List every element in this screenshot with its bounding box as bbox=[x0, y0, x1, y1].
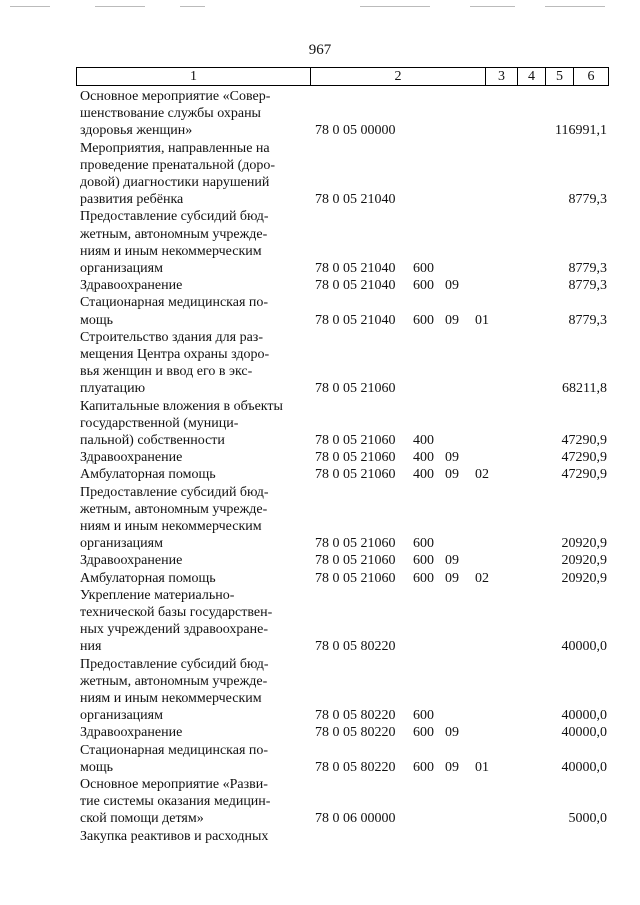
table-row bbox=[0, 656, 640, 725]
table-row bbox=[0, 724, 640, 741]
row-code: 78 0 05 21060 bbox=[315, 570, 396, 586]
row-code: 78 0 05 21060 bbox=[315, 432, 396, 448]
description-line: организациям bbox=[80, 536, 163, 552]
row-amount: 47290,9 bbox=[561, 450, 607, 466]
row-expense-type: 600 bbox=[413, 260, 434, 276]
row-description bbox=[80, 466, 298, 483]
description-line: Укрепление материально- bbox=[80, 587, 235, 603]
header-col-3: 3 bbox=[485, 68, 517, 85]
row-code: 78 0 05 80220 bbox=[315, 639, 396, 655]
description-line: Здравоохранение bbox=[80, 553, 183, 569]
header-col-4: 4 bbox=[517, 68, 545, 85]
row-code: 78 0 05 21060 bbox=[315, 467, 396, 483]
header-col-6: 6 bbox=[573, 68, 608, 85]
row-amount: 20920,9 bbox=[561, 570, 607, 586]
row-amount: 68211,8 bbox=[562, 381, 607, 397]
table-row bbox=[0, 466, 640, 483]
description-line: пальной) собственности bbox=[80, 433, 225, 448]
row-description bbox=[80, 277, 298, 294]
row-expense-type: 600 bbox=[413, 536, 434, 552]
row-description bbox=[80, 776, 298, 828]
row-subsection: 02 bbox=[475, 467, 489, 483]
description-line: Основное мероприятие «Совер- bbox=[80, 89, 271, 104]
description-line: Здравоохранение bbox=[80, 450, 183, 466]
row-description bbox=[80, 656, 298, 725]
description-line: Амбулаторная помощь bbox=[80, 570, 216, 586]
row-expense-type: 600 bbox=[413, 725, 434, 741]
header-col-1: 1 bbox=[190, 69, 197, 84]
description-line: Мероприятия, направленные на bbox=[80, 140, 270, 156]
description-line: плуатацию bbox=[80, 381, 146, 397]
row-section: 09 bbox=[445, 570, 459, 586]
description-line: ных учреждений здравоохране- bbox=[80, 622, 269, 638]
description-line: мощь bbox=[80, 312, 114, 328]
description-line: Капитальные вложения в объекты bbox=[80, 398, 283, 414]
description-line: Амбулаторная помощь bbox=[80, 467, 216, 483]
description-line: Здравоохранение bbox=[80, 278, 183, 294]
table-row bbox=[0, 294, 640, 328]
row-amount: 47290,9 bbox=[561, 467, 607, 483]
description-line: проведение пренатальной (доро- bbox=[80, 157, 276, 173]
row-code: 78 0 05 21060 bbox=[315, 536, 396, 552]
row-expense-type: 600 bbox=[413, 570, 434, 586]
row-description bbox=[80, 88, 298, 140]
row-description bbox=[80, 208, 298, 277]
row-amount: 8779,3 bbox=[568, 312, 607, 328]
row-description bbox=[80, 587, 298, 656]
row-section: 09 bbox=[445, 278, 459, 294]
row-amount: 8779,3 bbox=[568, 278, 607, 294]
description-line: организациям bbox=[80, 261, 163, 276]
table-row bbox=[0, 570, 640, 587]
description-line: Здравоохранение bbox=[80, 725, 183, 741]
row-amount: 5000,0 bbox=[568, 811, 607, 827]
description-line: ниям и иным некоммерческим bbox=[80, 691, 262, 706]
row-amount: 40000,0 bbox=[561, 639, 607, 655]
row-section: 09 bbox=[445, 450, 459, 466]
row-code: 78 0 05 21040 bbox=[315, 278, 396, 294]
table-row bbox=[0, 449, 640, 466]
description-line: Строительство здания для раз- bbox=[80, 329, 263, 345]
row-subsection: 01 bbox=[475, 312, 489, 328]
description-line: жетным, автономным учрежде- bbox=[80, 501, 268, 517]
description-line: Предоставление субсидий бюд- bbox=[80, 484, 269, 500]
row-description bbox=[80, 724, 298, 741]
description-line: государственной (муници- bbox=[80, 415, 239, 431]
description-line: Предоставление субсидий бюд- bbox=[80, 209, 269, 225]
table-row bbox=[0, 329, 640, 398]
row-amount: 40000,0 bbox=[561, 759, 607, 775]
table-row bbox=[0, 776, 640, 828]
row-amount: 40000,0 bbox=[561, 725, 607, 741]
row-description bbox=[80, 484, 298, 553]
description-line: жетным, автономным учрежде- bbox=[80, 673, 268, 689]
page-number: 967 bbox=[308, 42, 332, 58]
row-expense-type: 600 bbox=[413, 553, 434, 569]
row-description bbox=[80, 828, 298, 845]
scan-artifact-top bbox=[0, 6, 640, 10]
description-line: Стационарная медицинская по- bbox=[80, 295, 269, 311]
row-amount: 20920,9 bbox=[561, 536, 607, 552]
description-line: ния bbox=[80, 639, 102, 655]
table-row bbox=[0, 742, 640, 776]
table-row bbox=[0, 140, 640, 209]
description-line: Закупка реактивов и расходных bbox=[80, 828, 269, 844]
row-section: 09 bbox=[445, 467, 459, 483]
description-line: развития ребёнка bbox=[80, 192, 184, 208]
row-code: 78 0 05 21040 bbox=[315, 192, 396, 208]
description-line: здоровья женщин» bbox=[80, 123, 193, 139]
row-description bbox=[80, 449, 298, 466]
description-line: жетным, автономным учрежде- bbox=[80, 226, 268, 242]
table-row bbox=[0, 277, 640, 294]
header-col-5: 5 bbox=[545, 68, 573, 85]
row-subsection: 02 bbox=[475, 570, 489, 586]
description-line: вья женщин и ввод его в экс- bbox=[80, 364, 253, 380]
description-line: организациям bbox=[80, 708, 163, 724]
description-line: шенствование службы охраны bbox=[80, 106, 261, 122]
row-amount: 20920,9 bbox=[561, 553, 607, 569]
row-expense-type: 400 bbox=[413, 450, 434, 466]
row-code: 78 0 05 21040 bbox=[315, 260, 396, 276]
row-code: 78 0 05 21060 bbox=[315, 553, 396, 569]
row-code: 78 0 05 00000 bbox=[315, 123, 396, 139]
table-row bbox=[0, 587, 640, 656]
table-row bbox=[0, 552, 640, 569]
row-code: 78 0 05 80220 bbox=[315, 708, 396, 724]
row-amount: 116991,1 bbox=[555, 123, 607, 139]
row-expense-type: 600 bbox=[413, 278, 434, 294]
row-expense-type: 600 bbox=[413, 312, 434, 328]
table-row bbox=[0, 484, 640, 553]
description-line: ниям и иным некоммерческим bbox=[80, 243, 262, 259]
description-line: мощь bbox=[80, 759, 114, 775]
row-section: 09 bbox=[445, 725, 459, 741]
row-code: 78 0 05 80220 bbox=[315, 725, 396, 741]
row-amount: 8779,3 bbox=[568, 192, 607, 208]
table-row bbox=[0, 208, 640, 277]
row-expense-type: 600 bbox=[413, 759, 434, 775]
row-code: 78 0 05 80220 bbox=[315, 759, 396, 775]
table-row bbox=[0, 828, 640, 845]
row-expense-type: 600 bbox=[413, 708, 434, 724]
description-line: Стационарная медицинская по- bbox=[80, 742, 269, 758]
row-expense-type: 400 bbox=[413, 467, 434, 483]
description-line: довой) диагностики нарушений bbox=[80, 175, 270, 190]
row-code: 78 0 05 21060 bbox=[315, 450, 396, 466]
row-section: 09 bbox=[445, 312, 459, 328]
description-line: Основное мероприятие «Разви- bbox=[80, 777, 268, 792]
description-line: ниям и иным некоммерческим bbox=[80, 519, 262, 534]
row-amount: 40000,0 bbox=[561, 708, 607, 724]
row-code: 78 0 05 21040 bbox=[315, 312, 396, 328]
row-description bbox=[80, 742, 298, 776]
row-expense-type: 400 bbox=[413, 432, 434, 448]
description-line: ской помощи детям» bbox=[80, 811, 204, 827]
row-description bbox=[80, 552, 298, 569]
row-code: 78 0 05 21060 bbox=[315, 381, 396, 397]
row-section: 09 bbox=[445, 759, 459, 775]
row-amount: 8779,3 bbox=[568, 260, 607, 276]
description-line: тие системы оказания медицин- bbox=[80, 794, 271, 810]
row-subsection: 01 bbox=[475, 759, 489, 775]
table-row bbox=[0, 88, 640, 140]
table-header bbox=[76, 67, 609, 86]
row-amount: 47290,9 bbox=[561, 432, 607, 448]
row-description bbox=[80, 398, 298, 450]
row-description bbox=[80, 140, 298, 209]
description-line: Предоставление субсидий бюд- bbox=[80, 656, 269, 672]
row-description bbox=[80, 294, 298, 328]
description-line: технической базы государствен- bbox=[80, 605, 273, 620]
row-description bbox=[80, 570, 298, 587]
description-line: мещения Центра охраны здоро- bbox=[80, 347, 270, 362]
row-description bbox=[80, 329, 298, 398]
row-code: 78 0 06 00000 bbox=[315, 811, 396, 827]
header-col-2: 2 bbox=[310, 68, 485, 85]
table-row bbox=[0, 398, 640, 450]
row-section: 09 bbox=[445, 553, 459, 569]
